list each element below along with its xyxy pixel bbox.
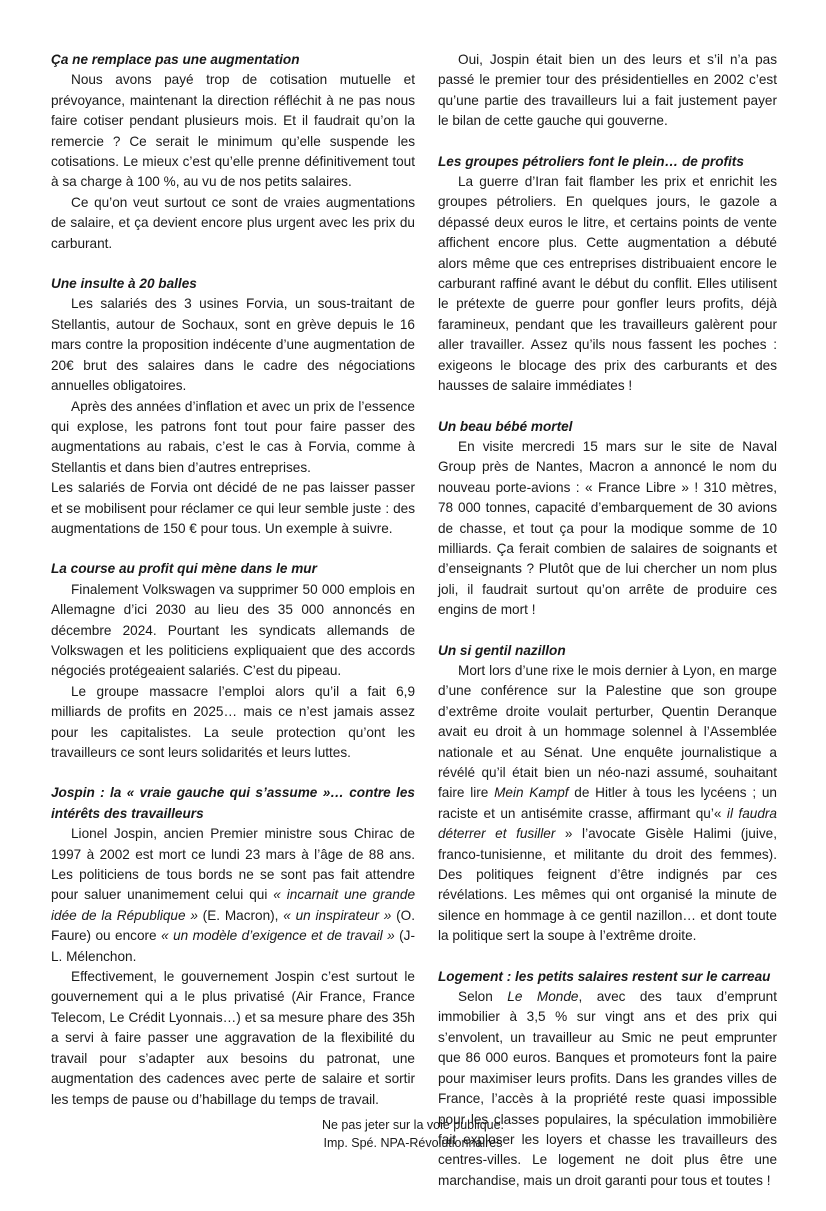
quote-faure: « un inspirateur » [283, 907, 392, 923]
article-paragraph [51, 824, 415, 967]
footer-printer: Imp. Spé. NPA-Révolutionnaires [323, 1136, 503, 1150]
article-title: Une insulte à 20 balles [51, 276, 197, 292]
left-column [51, 50, 415, 1130]
quote-macron: « incarnait une grande idée de la République » [51, 887, 415, 923]
article-volkswagen [51, 559, 415, 763]
article-title: Un beau bébé mortel [438, 418, 573, 434]
text: (O. Faure) ou encore [51, 907, 415, 944]
article-paragraph: Après des années d’inflation et avec un prix de l’essence qui explose, les patrons font tout pour faire passer des augmentations au rabais, c’est le cas à Forvia, comme à Stellantis et dans bien d’autres entreprises. [51, 398, 415, 475]
text: , avec des taux d’emprunt immobilier à 3,5 % sur vingt ans et des prix qui s’envolent, un travailleur au Smic ne peut emprunter que 86 000 euros. Banques et promoteurs font la paire pour maximiser leurs profits. Dans les grandes villes de France, l’accès à la propriété reste quasi impossible pour les classes populaires, la spéculation immobilière fait exploser les loyers et chasse les travailleurs des centres-villes. Le logement ne doit plus être une marchandise, mais un droit garanti pour tous et toutes ! [438, 989, 777, 1188]
article-title: Logement : les petits salaires restent sur le carreau [438, 968, 771, 984]
article-paragraph: Effectivement, le gouvernement Jospin c’est surtout le gouvernement qui a le plus privatisé (Air France, France Telecom, Le Crédit Lyonnais…) et sa mesure phare des 35h a servi à faire passer une aggravation de la flexibilité du travail pour s’adapter aux besoins du patronat, une augmentation des cadences avec perte de salaire et sortir les temps de pause ou d’habillage du temps de travail. [51, 969, 415, 1107]
text: de Hitler à tous les lycéens ; un raciste et un antisémite crasse, affirmant qu’« [438, 785, 777, 821]
text: Mort lors d’une rixe le mois dernier à Lyon, en marge d’une conférence sur la Palestine que son groupe d’extrême droite voulait perturber, Quentin Deranque avait eu droit à un hommage solennel à l’Assemblée nationale et au Sénat. Une enquête journalistique a révélé qu’il était bien un néo-nazi assumé, souhaitant faire lire [438, 662, 777, 801]
article-nazillon [438, 641, 777, 947]
article-paragraph: Ce qu’on veut surtout ce sont de vraies augmentations de salaire, et ça devient encore plus urgent avec les prix du carburant. [51, 194, 415, 251]
article-paragraph: Oui, Jospin était bien un des leurs et s’il n’a pas passé le premier tour des présidentielles en 2002 c’est qu’une partie des travailleurs lui a fait justement payer le bilan de cette gauche qui gouverne. [438, 52, 777, 129]
article-paragraph [438, 661, 777, 947]
quote-melenchon: « un modèle d’exigence et de travail » [161, 928, 395, 944]
article-petroliers [438, 152, 777, 397]
footer-notice: Ne pas jeter sur la voie publique. [321, 1118, 505, 1132]
article-porte-avions [438, 417, 777, 621]
article-paragraph: Les salariés des 3 usines Forvia, un sous-traitant de Stellantis, autour de Sochaux, sont en grève depuis le 16 mars contre la proposition indécente d’une augmentation de 20€ brut des salaires dans le cadre des négociations annuelles obligatoires. [51, 296, 415, 394]
article-title: Jospin : la « vraie gauche qui s’assume »… contre les intérêts des travailleurs [51, 785, 415, 821]
article-title: La course au profit qui mène dans le mur [51, 561, 317, 577]
article-title: Un si gentil nazillon [438, 642, 566, 658]
article-paragraph [438, 987, 777, 1191]
article-paragraph: Les salariés de Forvia ont décidé de ne pas laisser passer et se mobilisent pour réclamer ce qui leur semble juste : des augmentations de 150 € pour tous. Un exemple à suivre. [51, 480, 415, 536]
source-name: Le Monde [507, 989, 579, 1005]
footer [0, 1116, 826, 1152]
article-title: Les groupes pétroliers font le plein… de profits [438, 153, 744, 169]
article-title: Ça ne remplace pas une augmentation [51, 52, 300, 67]
article-paragraph: Le groupe massacre l’emploi alors qu’il a fait 6,9 milliards de profits en 2025… mais ce n’est jamais assez pour les capitalistes. La seule protection qu’ont les travailleurs ce sont leurs solidarités et leurs luttes. [51, 683, 415, 760]
book-title: Mein Kampf [494, 785, 569, 801]
article-paragraph: Finalement Volkswagen va supprimer 50 000 emplois en Allemagne d’ici 2030 au lieu des 35 000 annoncés en décembre 2024. Pourtant les syndicats allemands de Volkswagen et les politiciens expliquaient que des accords négociés protégeaient salariés. C’est du pipeau. [51, 581, 415, 679]
article-paragraph: Nous avons payé trop de cotisation mutuelle et prévoyance, maintenant la direction réfléchit à ne pas nous faire cotiser pendant plusieurs mois. Et il faudrait qu’on la remercie ? Ce serait le minimum qu’elle suspende les cotisations. Le mieux c’est qu’elle prenne définitivement tout à sa charge à 100 %, au vu de nos petits salaires. [51, 72, 415, 190]
article-cotisations [51, 50, 415, 254]
article-jospin [51, 783, 415, 1110]
article-paragraph: La guerre d’Iran fait flamber les prix et enrichit les groupes pétroliers. En quelques jours, le gazole a dépassé deux euros le litre, et certains points de vente affichent encore plus. Cette augmentation a débuté alors même que ces entreprises distribuaient encore le carburant raffiné avant le début du conflit. Elles utilisent le prétexte de guerre pour gonfler leurs profits, déjà faramineux, pendant que les travailleurs galèrent pour aller travailler. Assez qu’ils nous fassent les poches : exigeons le blocage des prix des carburants et des hausses de salaire immédiates ! [438, 174, 777, 394]
text: » l’avocate Gisèle Halimi (juive, franco-tunisienne, et militante du droit des femmes). Des politiques feignent d’être indignés par ces révélations. Les mêmes qui ont organisé la minute de silence en hommage à ce gentil nazillon… et dont toute la politique sert la soupe à l’extrême droite. [438, 826, 777, 944]
quote: il faudra déterrer et fusiller [438, 805, 777, 842]
article-logement [438, 967, 777, 1191]
text: Lionel Jospin, ancien Premier ministre sous Chirac de 1997 à 2002 est mort ce lundi 23 mars à l’âge de 88 ans. Les politiciens de tous bords ne se sont pas fait attendre pour saluer unanimement celui qui [51, 826, 415, 903]
article-jospin-continued [438, 50, 777, 132]
text: (J-L. Mélenchon. [51, 928, 415, 964]
right-column [438, 50, 777, 1211]
text: (E. Macron), [197, 907, 284, 923]
article-forvia [51, 274, 415, 539]
text: Selon [458, 989, 508, 1005]
article-paragraph: En visite mercredi 15 mars sur le site de Naval Group près de Nantes, Macron a annoncé le nom du nouveau porte-avions : « France Libre » ! 310 mètres, 78 000 tonnes, capacité d’embarquement de 30 avions de chasse, et tout ça pour la modique somme de 10 milliards. Ça ferait combien de salaires de soignants et d’enseignants ? Plutôt que de lui chercher un nom plus joli, il faudrait surtout qu’on arrête de produire ces engins de mort ! [438, 438, 777, 618]
